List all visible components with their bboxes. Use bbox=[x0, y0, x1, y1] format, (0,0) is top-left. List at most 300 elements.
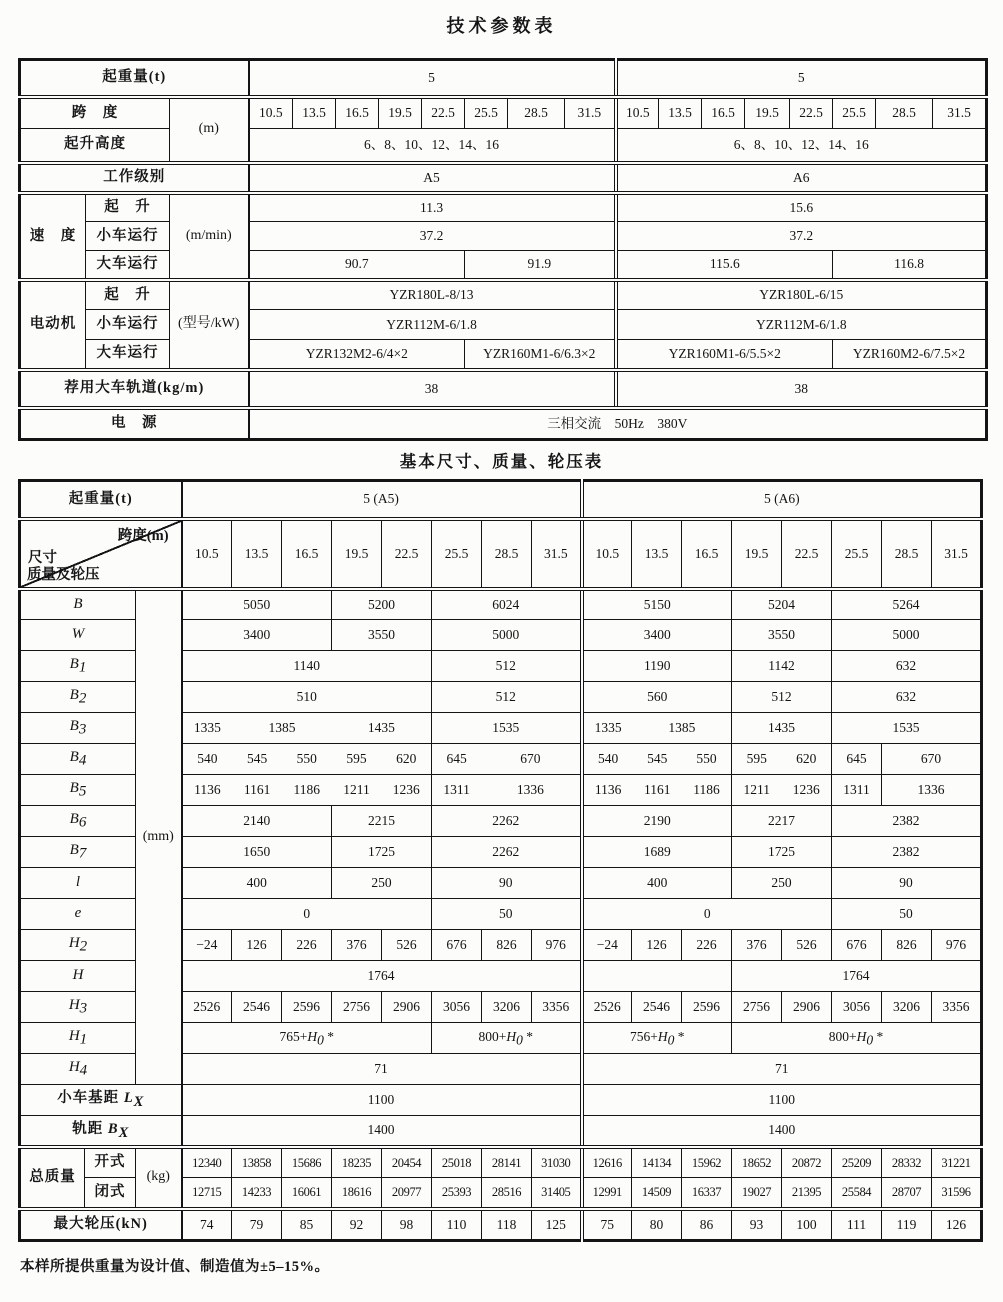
value-cell bbox=[432, 1023, 582, 1054]
table-row bbox=[20, 280, 987, 310]
value-cell: 676 bbox=[432, 930, 482, 961]
row-label bbox=[20, 837, 136, 868]
text-run: X bbox=[118, 1124, 130, 1141]
value-cell: 826 bbox=[882, 930, 932, 961]
text-run: 轨距 bbox=[72, 1120, 108, 1137]
col-header: 28.5 bbox=[876, 97, 933, 129]
value-cell: −24 bbox=[582, 930, 632, 961]
value-cell: 98 bbox=[382, 1209, 432, 1241]
row-label: 小车运行 bbox=[86, 222, 170, 251]
value-cell: A5 bbox=[249, 163, 616, 193]
value-cell: 1140 bbox=[182, 651, 432, 682]
value-cell: 111 bbox=[832, 1209, 882, 1241]
text-run: * bbox=[323, 1028, 335, 1044]
value-cell: 125 bbox=[532, 1209, 582, 1241]
value-cell: 91.9 bbox=[465, 251, 616, 280]
row-label bbox=[20, 589, 136, 620]
value-cell bbox=[582, 775, 732, 806]
span-header: 5 (A6) bbox=[582, 481, 982, 519]
text-run: W bbox=[71, 626, 85, 643]
dims-table-title: 基本尺寸、质量、轮压表 bbox=[399, 452, 604, 471]
col-header: 25.5 bbox=[432, 519, 482, 589]
table-row bbox=[20, 163, 987, 193]
row-label bbox=[20, 713, 136, 744]
col-header: 13.5 bbox=[632, 519, 682, 589]
table-row bbox=[20, 310, 987, 340]
value-cell: 2756 bbox=[732, 992, 782, 1023]
value-cell: 645 bbox=[446, 751, 467, 767]
row-label bbox=[20, 1116, 182, 1147]
col-header: 28.5 bbox=[508, 97, 565, 129]
value-cell: 5204 bbox=[732, 589, 832, 620]
value-cell: 15686 bbox=[282, 1147, 332, 1178]
value-cell: 93 bbox=[732, 1209, 782, 1241]
col-header: 28.5 bbox=[882, 519, 932, 589]
value-cell: 14509 bbox=[632, 1178, 682, 1209]
value-cell bbox=[582, 1023, 732, 1054]
value-cell: −24 bbox=[182, 930, 232, 961]
value-cell: 0 bbox=[182, 899, 432, 930]
table-row bbox=[20, 222, 987, 251]
text-run: B bbox=[107, 1120, 119, 1137]
value-cell: 25018 bbox=[432, 1147, 482, 1178]
diag-span-label: 跨度(m) bbox=[117, 527, 169, 544]
text-run: B bbox=[69, 842, 79, 859]
value-cell: 31221 bbox=[932, 1147, 982, 1178]
text-run: 0 bbox=[866, 1032, 874, 1048]
value-cell: 2756 bbox=[332, 992, 382, 1023]
value-cell: 1400 bbox=[182, 1116, 582, 1147]
value-cell: 1142 bbox=[732, 651, 832, 682]
col-header: 31.5 bbox=[532, 519, 582, 589]
col-header: 19.5 bbox=[745, 97, 790, 129]
row-label: 跨 度 bbox=[20, 97, 170, 129]
table-row bbox=[20, 251, 987, 280]
value-cell: 540 bbox=[197, 751, 218, 767]
table-row bbox=[20, 60, 987, 97]
value-cell: 37.2 bbox=[249, 222, 616, 251]
col-header: 25.5 bbox=[832, 519, 882, 589]
value-cell: 50 bbox=[832, 899, 982, 930]
col-header: 13.5 bbox=[232, 519, 282, 589]
value-cell: 74 bbox=[182, 1209, 232, 1241]
table-row bbox=[20, 129, 987, 163]
value-cell: 545 bbox=[647, 751, 668, 767]
value-cell: 118 bbox=[482, 1209, 532, 1241]
value-cell: 1725 bbox=[332, 837, 432, 868]
value-cell: YZR180L-8/13 bbox=[249, 280, 616, 310]
value-cell: 550 bbox=[696, 751, 717, 767]
row-label: 大车运行 bbox=[86, 251, 170, 280]
value-cell bbox=[582, 744, 732, 775]
value-cell: 13858 bbox=[232, 1147, 282, 1178]
value-cell: 5200 bbox=[332, 589, 432, 620]
value-cell: 1311 bbox=[443, 782, 470, 798]
value-cell: 11.3 bbox=[249, 193, 616, 222]
empty-cell bbox=[582, 961, 732, 992]
text-run: 7 bbox=[78, 845, 87, 862]
value-cell: 15962 bbox=[682, 1147, 732, 1178]
value-cell: 376 bbox=[732, 930, 782, 961]
text-run: 765+ bbox=[279, 1028, 308, 1044]
text-run: H bbox=[307, 1028, 318, 1044]
col-header: 10.5 bbox=[582, 519, 632, 589]
row-label bbox=[20, 1085, 182, 1116]
value-cell: 90 bbox=[432, 868, 582, 899]
row-label bbox=[20, 775, 136, 806]
value-cell: 31405 bbox=[532, 1178, 582, 1209]
col-header: 25.5 bbox=[465, 97, 508, 129]
value-cell: 1725 bbox=[732, 837, 832, 868]
col-header: 13.5 bbox=[293, 97, 336, 129]
value-group bbox=[432, 782, 580, 798]
value-cell: 1535 bbox=[432, 713, 582, 744]
value-cell: 1400 bbox=[582, 1116, 982, 1147]
value-cell: 1186 bbox=[693, 782, 720, 798]
value-cell: 90.7 bbox=[249, 251, 465, 280]
value-cell: 1236 bbox=[392, 782, 420, 798]
value-cell: 3356 bbox=[532, 992, 582, 1023]
table-row bbox=[20, 481, 982, 519]
diagonal-header bbox=[20, 519, 182, 589]
value-cell: 250 bbox=[732, 868, 832, 899]
value-cell: 1764 bbox=[182, 961, 582, 992]
col-header: 22.5 bbox=[382, 519, 432, 589]
col-header: 19.5 bbox=[379, 97, 422, 129]
text-run: 2 bbox=[78, 690, 87, 707]
row-label: 工作级别 bbox=[20, 163, 249, 193]
text-run: 800+ bbox=[828, 1028, 857, 1044]
value-cell: 1236 bbox=[792, 782, 820, 798]
text-run: B bbox=[69, 656, 79, 673]
value-cell: 0 bbox=[582, 899, 832, 930]
text-run: 4 bbox=[78, 752, 87, 769]
value-group bbox=[584, 751, 732, 767]
value-cell: 71 bbox=[182, 1054, 582, 1085]
value-cell: 1211 bbox=[343, 782, 370, 798]
value-cell: 21395 bbox=[782, 1178, 832, 1209]
text-run: 5 bbox=[78, 783, 87, 800]
value-cell: 1161 bbox=[644, 782, 671, 798]
value-cell: 1311 bbox=[832, 775, 882, 806]
value-cell: 826 bbox=[482, 930, 532, 961]
value-cell: 3400 bbox=[582, 620, 732, 651]
table-row bbox=[20, 1147, 982, 1178]
text-run: 3 bbox=[79, 1000, 88, 1017]
value-cell: 2382 bbox=[832, 806, 982, 837]
value-cell: 31596 bbox=[932, 1178, 982, 1209]
value-cell: 25393 bbox=[432, 1178, 482, 1209]
table-row bbox=[20, 370, 987, 408]
value-cell: 595 bbox=[746, 751, 767, 767]
value-cell: 3056 bbox=[832, 992, 882, 1023]
tech-table bbox=[18, 58, 988, 441]
table-row bbox=[20, 519, 982, 589]
group-label: 总质量 bbox=[20, 1147, 85, 1209]
text-run: B bbox=[69, 687, 79, 704]
text-run: H bbox=[68, 997, 80, 1014]
value-cell: 115.6 bbox=[616, 251, 833, 280]
value-cell: 2217 bbox=[732, 806, 832, 837]
text-run: 小车基距 bbox=[57, 1090, 124, 1107]
value-cell: 15.6 bbox=[616, 193, 987, 222]
value-cell bbox=[732, 744, 832, 775]
value-cell: 512 bbox=[432, 651, 582, 682]
value-cell: 632 bbox=[832, 682, 982, 713]
value-cell: 三相交流 50Hz 380V bbox=[249, 408, 987, 440]
value-cell: 79 bbox=[232, 1209, 282, 1241]
unit-label: (kg) bbox=[136, 1147, 182, 1209]
value-cell: 1335 bbox=[594, 720, 622, 736]
unit-label: (型号/kW) bbox=[170, 280, 249, 370]
text-run: H bbox=[72, 967, 84, 984]
text-run: 2 bbox=[79, 938, 88, 955]
footnote: 本样所提供重量为设计值、制造值为±5–15%。 bbox=[20, 1259, 330, 1275]
value-group bbox=[183, 782, 432, 798]
value-cell: 20977 bbox=[382, 1178, 432, 1209]
value-cell: 2906 bbox=[782, 992, 832, 1023]
value-cell: 25584 bbox=[832, 1178, 882, 1209]
value-cell: 2596 bbox=[282, 992, 332, 1023]
value-cell: 2546 bbox=[632, 992, 682, 1023]
col-header: 13.5 bbox=[659, 97, 702, 129]
value-cell: 1190 bbox=[582, 651, 732, 682]
value-cell: 126 bbox=[932, 1209, 982, 1241]
text-run: X bbox=[133, 1094, 145, 1111]
value-cell: 14134 bbox=[632, 1147, 682, 1178]
value-cell: 976 bbox=[532, 930, 582, 961]
span-header: 5 (A5) bbox=[182, 481, 582, 519]
unit-label: (m) bbox=[170, 97, 249, 163]
value-cell: 250 bbox=[332, 868, 432, 899]
value-cell: 560 bbox=[582, 682, 732, 713]
col-header: 16.5 bbox=[682, 519, 732, 589]
text-run: 1 bbox=[78, 659, 87, 676]
text-run: 3 bbox=[78, 721, 87, 738]
value-cell: 71 bbox=[582, 1054, 982, 1085]
value-cell: 38 bbox=[616, 370, 987, 408]
value-cell: 526 bbox=[382, 930, 432, 961]
value-cell: 18235 bbox=[332, 1147, 382, 1178]
value-cell: 1650 bbox=[182, 837, 332, 868]
value-cell: A6 bbox=[616, 163, 987, 193]
value-cell: 2526 bbox=[582, 992, 632, 1023]
value-cell: 3400 bbox=[182, 620, 332, 651]
row-label bbox=[20, 620, 136, 651]
value-cell: 1211 bbox=[743, 782, 771, 798]
value-cell: YZR160M1-6/5.5×2 bbox=[616, 340, 833, 370]
value-cell: 400 bbox=[182, 868, 332, 899]
row-label: 起 升 bbox=[86, 193, 170, 222]
row-label: 荐用大车轨道(kg/m) bbox=[20, 370, 249, 408]
row-label bbox=[20, 868, 136, 899]
value-cell bbox=[432, 744, 582, 775]
value-cell bbox=[182, 713, 432, 744]
text-run: B bbox=[69, 749, 79, 766]
value-cell: 75 bbox=[582, 1209, 632, 1241]
value-cell: 2526 bbox=[182, 992, 232, 1023]
value-cell: 526 bbox=[782, 930, 832, 961]
value-cell: 19027 bbox=[732, 1178, 782, 1209]
row-label: 起重量(t) bbox=[20, 60, 249, 97]
value-cell: 110 bbox=[432, 1209, 482, 1241]
col-header: 22.5 bbox=[790, 97, 833, 129]
value-cell: 12991 bbox=[582, 1178, 632, 1209]
text-run: 756+ bbox=[630, 1028, 658, 1044]
value-cell: 5264 bbox=[832, 589, 982, 620]
value-cell: 16337 bbox=[682, 1178, 732, 1209]
value-cell: 5 bbox=[249, 60, 616, 97]
value-cell: 28707 bbox=[882, 1178, 932, 1209]
value-cell: 16061 bbox=[282, 1178, 332, 1209]
value-cell: 3356 bbox=[932, 992, 982, 1023]
row-label bbox=[20, 651, 136, 682]
row-label bbox=[20, 992, 136, 1023]
value-cell: 676 bbox=[832, 930, 882, 961]
row-label: 起 升 bbox=[86, 280, 170, 310]
value-cell: 226 bbox=[282, 930, 332, 961]
unit-label: (mm) bbox=[136, 589, 182, 1085]
col-header: 28.5 bbox=[482, 519, 532, 589]
diag-mass-label: 质量及轮压 bbox=[27, 566, 100, 583]
value-cell: 86 bbox=[682, 1209, 732, 1241]
value-cell: 20454 bbox=[382, 1147, 432, 1178]
value-cell: 1136 bbox=[594, 782, 622, 798]
value-cell: 3206 bbox=[882, 992, 932, 1023]
row-label: 最大轮压(kN) bbox=[20, 1209, 182, 1241]
text-run: L bbox=[123, 1090, 134, 1107]
table-row bbox=[20, 589, 982, 620]
value-cell: 670 bbox=[520, 751, 541, 767]
col-header: 19.5 bbox=[332, 519, 382, 589]
value-cell: 28141 bbox=[482, 1147, 532, 1178]
row-label bbox=[20, 899, 136, 930]
value-cell: 119 bbox=[882, 1209, 932, 1241]
value-cell: 512 bbox=[432, 682, 582, 713]
value-cell: 100 bbox=[782, 1209, 832, 1241]
value-cell: 3550 bbox=[332, 620, 432, 651]
value-cell: 12616 bbox=[582, 1147, 632, 1178]
value-cell: 400 bbox=[582, 868, 732, 899]
value-cell: 595 bbox=[346, 751, 367, 767]
value-group bbox=[732, 751, 831, 767]
value-group bbox=[432, 751, 580, 767]
value-cell: YZR180L-6/15 bbox=[616, 280, 987, 310]
value-cell: 2596 bbox=[682, 992, 732, 1023]
value-cell: 540 bbox=[597, 751, 619, 767]
text-run: 0 bbox=[317, 1032, 324, 1048]
value-cell: 5150 bbox=[582, 589, 732, 620]
text-run: 800+ bbox=[478, 1028, 507, 1044]
group-label: 电动机 bbox=[20, 280, 86, 370]
value-cell: 18616 bbox=[332, 1178, 382, 1209]
table-row bbox=[20, 1085, 982, 1116]
row-label bbox=[20, 1023, 136, 1054]
row-label bbox=[20, 1054, 136, 1085]
value-cell: 1161 bbox=[243, 782, 271, 798]
row-label bbox=[20, 744, 136, 775]
value-cell: 620 bbox=[796, 751, 817, 767]
value-cell: 2262 bbox=[432, 806, 582, 837]
text-run: H bbox=[68, 1028, 80, 1045]
value-cell bbox=[432, 775, 582, 806]
value-cell: 2215 bbox=[332, 806, 432, 837]
value-cell: 5 bbox=[616, 60, 987, 97]
col-header: 19.5 bbox=[732, 519, 782, 589]
col-header: 31.5 bbox=[933, 97, 987, 129]
value-cell: 126 bbox=[632, 930, 682, 961]
value-cell: 116.8 bbox=[833, 251, 987, 280]
value-cell: 28516 bbox=[482, 1178, 532, 1209]
text-run: 1 bbox=[79, 1031, 88, 1048]
value-cell: 1385 bbox=[268, 720, 296, 736]
value-cell bbox=[182, 1023, 432, 1054]
row-label: 大车运行 bbox=[86, 340, 170, 370]
value-group bbox=[584, 720, 732, 736]
value-cell: 1764 bbox=[732, 961, 982, 992]
value-cell: 1100 bbox=[582, 1085, 982, 1116]
value-cell: 50 bbox=[432, 899, 582, 930]
col-header: 31.5 bbox=[565, 97, 616, 129]
value-cell: 126 bbox=[232, 930, 282, 961]
text-run: l bbox=[75, 874, 81, 891]
value-cell: 37.2 bbox=[616, 222, 987, 251]
row-label: 电 源 bbox=[20, 408, 249, 440]
value-cell bbox=[732, 775, 832, 806]
value-cell: 5000 bbox=[432, 620, 582, 651]
value-cell: 5050 bbox=[182, 589, 332, 620]
value-cell: YZR112M-6/1.8 bbox=[249, 310, 616, 340]
value-cell: 1336 bbox=[882, 775, 982, 806]
table-row bbox=[20, 193, 987, 222]
table-row bbox=[20, 1209, 982, 1241]
row-label bbox=[20, 806, 136, 837]
text-run: H bbox=[68, 935, 80, 952]
text-run: H bbox=[856, 1028, 867, 1044]
text-run: B bbox=[69, 780, 79, 797]
col-header: 22.5 bbox=[782, 519, 832, 589]
value-cell: 645 bbox=[832, 744, 882, 775]
text-run: * bbox=[522, 1028, 534, 1044]
value-cell: 1435 bbox=[367, 720, 395, 736]
value-cell: 1435 bbox=[732, 713, 832, 744]
col-header: 22.5 bbox=[422, 97, 465, 129]
row-label: 小车运行 bbox=[86, 310, 170, 340]
value-cell: 1385 bbox=[668, 720, 696, 736]
page-title: 技术参数表 bbox=[446, 16, 557, 36]
row-label bbox=[20, 961, 136, 992]
value-cell: 512 bbox=[732, 682, 832, 713]
value-cell: 25209 bbox=[832, 1147, 882, 1178]
value-cell: 1689 bbox=[582, 837, 732, 868]
col-header: 16.5 bbox=[336, 97, 379, 129]
value-cell: 5000 bbox=[832, 620, 982, 651]
value-cell: 1336 bbox=[516, 782, 544, 798]
col-header: 16.5 bbox=[282, 519, 332, 589]
text-run: H bbox=[68, 1059, 80, 1076]
text-run: 6 bbox=[78, 814, 87, 831]
value-cell bbox=[582, 713, 732, 744]
text-run: B bbox=[69, 811, 79, 828]
text-run: 0 bbox=[667, 1032, 675, 1048]
value-cell: 620 bbox=[396, 751, 417, 767]
group-label: 速 度 bbox=[20, 193, 86, 280]
diagonal-header-box bbox=[21, 521, 181, 587]
value-cell: 18652 bbox=[732, 1147, 782, 1178]
value-cell: 545 bbox=[246, 751, 268, 767]
value-cell: 2382 bbox=[832, 837, 982, 868]
value-group bbox=[183, 720, 432, 736]
